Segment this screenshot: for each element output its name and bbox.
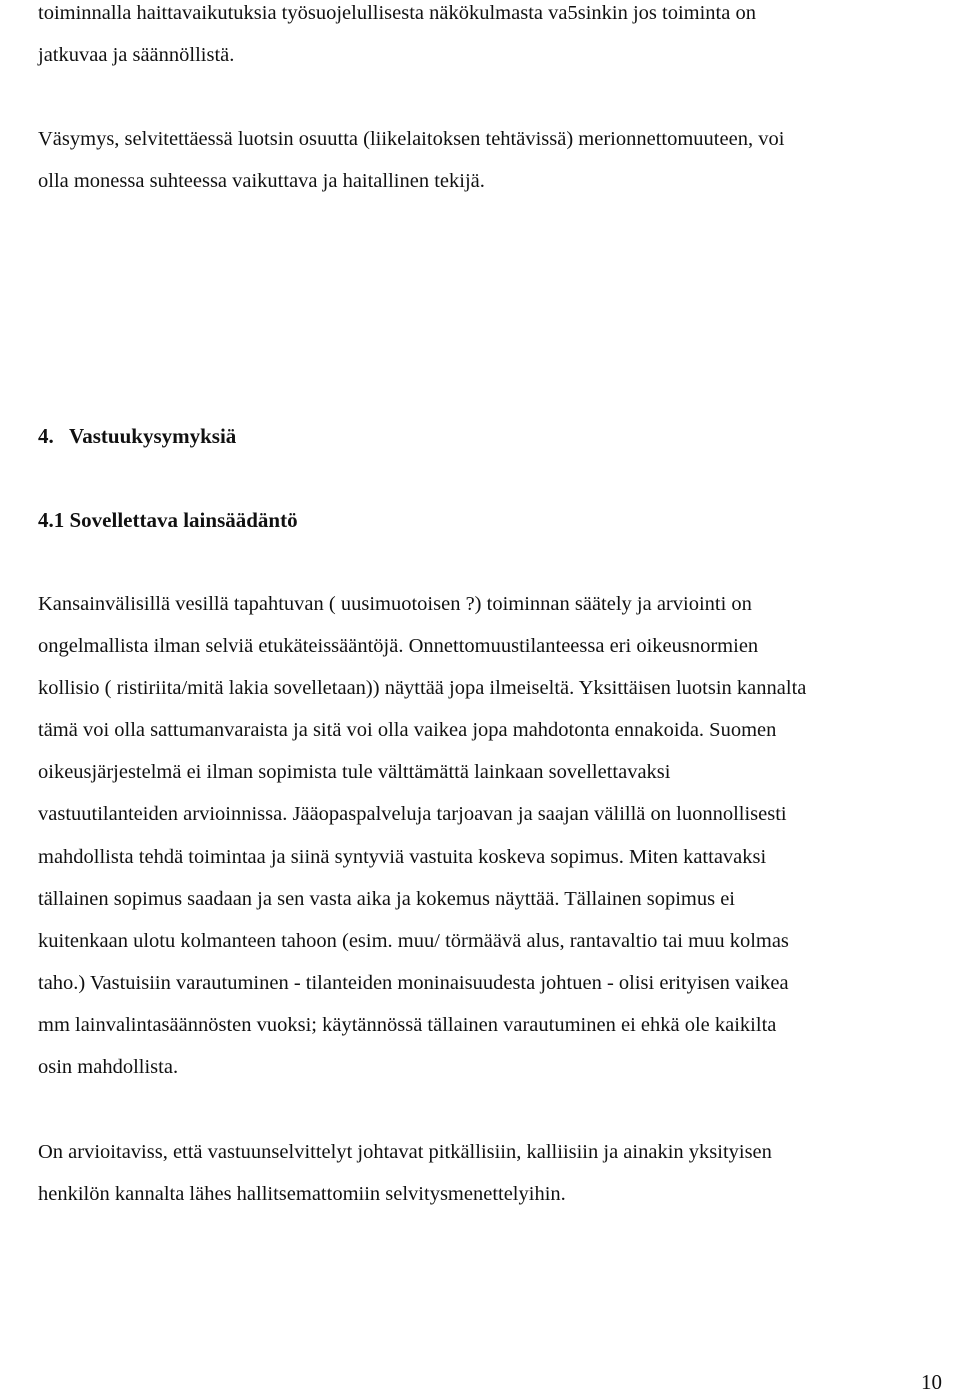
paragraph1-line-7: mahdollista tehdä toimintaa ja siinä syntyviä vastuita koskeva sopimus. Miten kattavaksi — [38, 846, 767, 868]
paragraph1-line-8: tällainen sopimus saadaan ja sen vasta aika ja kokemus näyttää. Tällainen sopimus ei — [38, 888, 735, 910]
paragraph2-line-1: On arvioitaviss, että vastuunselvittelyt johtavat pitkällisiin, kalliisiin ja ainakin yksityisen — [38, 1141, 772, 1163]
section-title: Vastuukysymyksiä — [69, 424, 237, 448]
intro-line-2: jatkuvaa ja säännöllistä. — [38, 44, 235, 66]
paragraph1-line-2: ongelmallista ilman selviä etukäteissääntöjä. Onnettomuustilanteessa eri oikeusnormien — [38, 635, 759, 657]
section-heading — [38, 424, 236, 448]
subsection-heading: 4.1 Sovellettava lainsäädäntö — [38, 508, 298, 532]
paragraph1-line-12: osin mahdollista. — [38, 1056, 179, 1078]
paragraph1-line-9: kuitenkaan ulotu kolmanteen tahoon (esim. muu/ törmäävä alus, rantavaltio tai muu kolmas — [38, 930, 789, 952]
section-number: 4. — [38, 424, 54, 448]
paragraph1-line-1: Kansainvälisillä vesillä tapahtuvan ( uusimuotoisen ?) toiminnan säätely ja arviointi on — [38, 593, 752, 615]
paragraph1-line-5: oikeusjärjestelmä ei ilman sopimista tule välttämättä lainkaan sovellettavaksi — [38, 761, 671, 783]
intro-line-1: toiminnalla haittavaikutuksia työsuojelullisesta näkökulmasta va5sinkin jos toiminta on — [38, 2, 756, 24]
fatigue-line-1: Väsymys, selvitettäessä luotsin osuutta (liikelaitoksen tehtävissä) merionnettomuuteen, voi — [38, 128, 785, 150]
paragraph1-line-6: vastuutilanteiden arvioinnissa. Jääopaspalveluja tarjoavan ja saajan välillä on luonnollisesti — [38, 803, 787, 825]
paragraph1-line-11: mm lainvalintasäännösten vuoksi; käytännössä tällainen varautuminen ei ehkä ole kaikilta — [38, 1014, 777, 1036]
page-number: 10 — [921, 1370, 942, 1394]
paragraph1-line-4: tämä voi olla sattumanvaraista ja sitä voi olla vaikea jopa mahdotonta ennakoida. Suomen — [38, 719, 777, 741]
paragraph2-line-2: henkilön kannalta lähes hallitsemattomiin selvitysmenettelyihin. — [38, 1183, 566, 1205]
fatigue-line-2: olla monessa suhteessa vaikuttava ja haitallinen tekijä. — [38, 170, 485, 192]
paragraph1-line-3: kollisio ( ristiriita/mitä lakia sovelletaan)) näyttää jopa ilmeiseltä. Yksittäisen luotsin kannalta — [38, 677, 807, 699]
paragraph1-line-10: taho.) Vastuisiin varautuminen - tilanteiden moninaisuudesta johtuen - olisi erityisen vaikea — [38, 972, 789, 994]
